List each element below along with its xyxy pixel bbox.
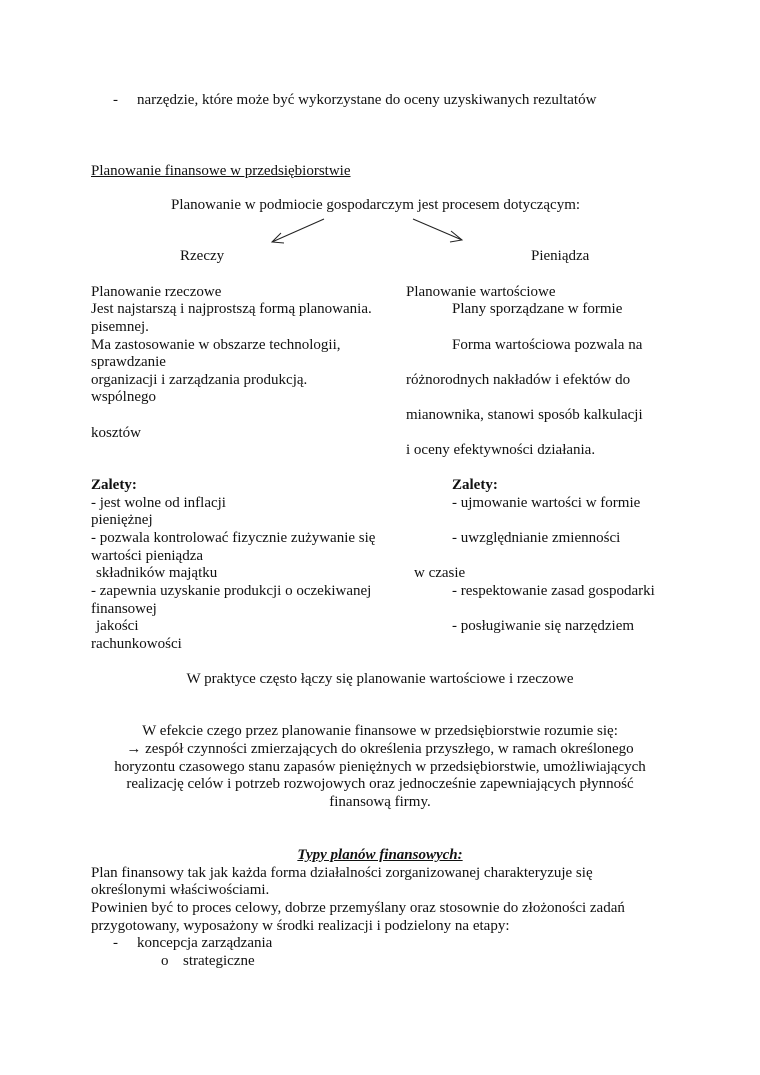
right-col-line: Planowanie wartościowe bbox=[406, 284, 556, 300]
left-adv-line: - pozwala kontrolować fizycznie zużywanie się bbox=[91, 530, 376, 546]
definition-line: finansową firmy. bbox=[329, 794, 431, 810]
left-col-line: organizacji i zarządzania produkcją. bbox=[91, 372, 308, 388]
arrow-left-line bbox=[272, 219, 324, 242]
branch-label-right: Pieniądza bbox=[531, 248, 590, 264]
definition-line: realizację celów i potrzeb rozwojowych oraz jednocześnie zapewniających płynność bbox=[126, 776, 634, 792]
arrow-right-icon: → bbox=[126, 741, 142, 757]
left-col-line: pisemnej. bbox=[91, 319, 149, 335]
types-line: przygotowany, wyposażony w środki realizacji i podzielony na etapy: bbox=[91, 918, 510, 934]
left-adv-line: rachunkowości bbox=[91, 636, 182, 652]
right-adv-line: - respektowanie zasad gospodarki bbox=[452, 583, 655, 599]
left-adv-line: wartości pieniądza bbox=[91, 548, 204, 564]
branch-label-left: Rzeczy bbox=[180, 248, 225, 264]
right-col-line: i oceny efektywności działania. bbox=[406, 442, 596, 458]
right-col-line: różnorodnych nakładów i efektów do bbox=[406, 372, 631, 388]
definition-text: zespół czynności zmierzających do określenia przyszłego, w ramach określonego bbox=[145, 741, 634, 757]
left-adv-line: składników majątku bbox=[96, 565, 218, 581]
left-col-line: sprawdzanie bbox=[91, 354, 166, 370]
types-line: Plan finansowy tak jak każda forma działalności zorganizowanej charakteryzuje się bbox=[91, 865, 593, 881]
types-heading: Typy planów finansowych: bbox=[297, 847, 463, 863]
definition-line: W efekcie czego przez planowanie finansowe w przedsiębiorstwie rozumie się: bbox=[142, 723, 618, 739]
right-col-line: Forma wartościowa pozwala na bbox=[452, 337, 643, 353]
types-line: Powinien być to proces celowy, dobrze przemyślany oraz stosownie do złożoności zadań bbox=[91, 900, 625, 916]
left-adv-line: - jest wolne od inflacji bbox=[91, 495, 226, 511]
left-col-line: Planowanie rzeczowe bbox=[91, 284, 222, 300]
sub-bullet-marker: o bbox=[161, 953, 169, 969]
right-advantages-title: Zalety: bbox=[452, 477, 498, 493]
right-adv-line: - uwzględnianie zmienności bbox=[452, 530, 621, 546]
branch-arrows bbox=[0, 0, 760, 260]
left-col-line: kosztów bbox=[91, 425, 141, 441]
right-adv-line: - ujmowanie wartości w formie bbox=[452, 495, 641, 511]
practice-note: W praktyce często łączy się planowanie wartościowe i rzeczowe bbox=[186, 671, 574, 687]
intro-sentence: Planowanie w podmiocie gospodarczym jest procesem dotyczącym: bbox=[171, 197, 581, 213]
definition-line-with-arrow bbox=[0, 740, 760, 758]
left-col-line: Jest najstarszą i najprostszą formą planowania. bbox=[91, 301, 372, 317]
section-heading: Planowanie finansowe w przedsiębiorstwie bbox=[91, 163, 351, 179]
left-adv-line: jakości bbox=[96, 618, 139, 634]
bullet-marker: - bbox=[113, 92, 118, 108]
bullet-text: narzędzie, które może być wykorzystane do oceny uzyskiwanych rezultatów bbox=[137, 92, 597, 108]
right-col-line: Plany sporządzane w formie bbox=[452, 301, 623, 317]
right-adv-line: - posługiwanie się narzędziem bbox=[452, 618, 635, 634]
left-advantages-title: Zalety: bbox=[91, 477, 137, 493]
arrow-right-head bbox=[450, 231, 462, 242]
left-col-line: wspólnego bbox=[91, 389, 156, 405]
bullet-text: koncepcja zarządzania bbox=[137, 935, 273, 951]
bullet-marker: - bbox=[113, 935, 118, 951]
definition-line: horyzontu czasowego stanu zapasów pieniężnych w przedsiębiorstwie, umożliwiających bbox=[114, 759, 646, 775]
left-adv-line: pieniężnej bbox=[91, 512, 153, 528]
left-col-line: Ma zastosowanie w obszarze technologii, bbox=[91, 337, 341, 353]
right-col-line: mianownika, stanowi sposób kalkulacji bbox=[406, 407, 643, 423]
left-adv-line: finansowej bbox=[91, 601, 157, 617]
right-adv-line: w czasie bbox=[414, 565, 466, 581]
left-adv-line: - zapewnia uzyskanie produkcji o oczekiwanej bbox=[91, 583, 372, 599]
sub-bullet-text: strategiczne bbox=[183, 953, 255, 969]
arrow-right-line bbox=[413, 219, 462, 240]
types-line: określonymi właściwościami. bbox=[91, 882, 270, 898]
